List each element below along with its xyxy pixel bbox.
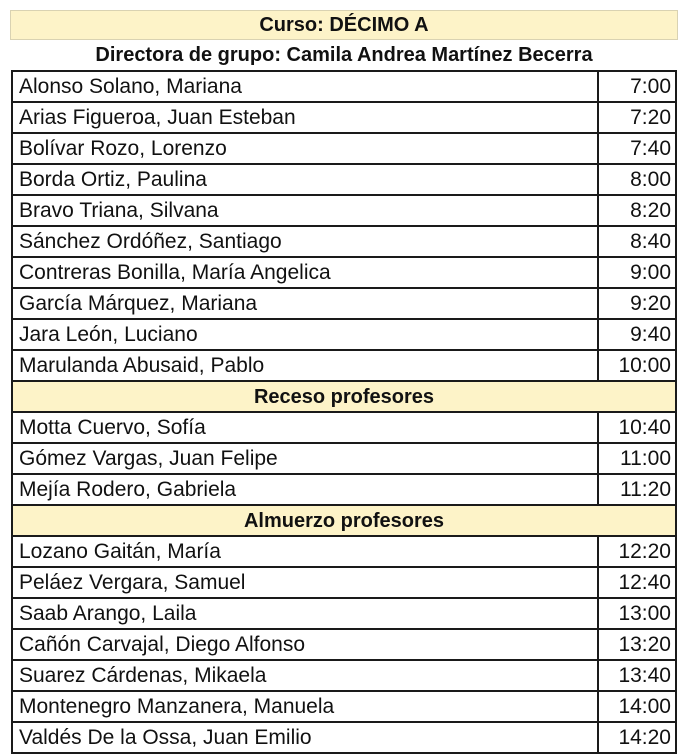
appointment-time: 13:00 bbox=[598, 598, 676, 629]
appointment-time: 7:00 bbox=[598, 71, 676, 102]
student-name: Arias Figueroa, Juan Esteban bbox=[12, 102, 598, 133]
schedule-table bbox=[11, 70, 677, 754]
student-row bbox=[12, 598, 676, 629]
appointment-time: 14:00 bbox=[598, 691, 676, 722]
teacher-recess-row-label: Receso profesores bbox=[12, 381, 676, 412]
appointment-time: 11:20 bbox=[598, 474, 676, 505]
student-row bbox=[12, 226, 676, 257]
student-row bbox=[12, 102, 676, 133]
student-name: Cañón Carvajal, Diego Alfonso bbox=[12, 629, 598, 660]
student-row bbox=[12, 567, 676, 598]
student-name: Suarez Cárdenas, Mikaela bbox=[12, 660, 598, 691]
student-name: Borda Ortiz, Paulina bbox=[12, 164, 598, 195]
student-name: García Márquez, Mariana bbox=[12, 288, 598, 319]
student-row bbox=[12, 71, 676, 102]
teacher-lunch-row-label: Almuerzo profesores bbox=[12, 505, 676, 536]
student-row bbox=[12, 350, 676, 381]
student-row bbox=[12, 536, 676, 567]
student-row bbox=[12, 474, 676, 505]
student-row bbox=[12, 443, 676, 474]
student-name: Contreras Bonilla, María Angelica bbox=[12, 257, 598, 288]
student-row bbox=[12, 319, 676, 350]
student-row bbox=[12, 257, 676, 288]
student-name: Gómez Vargas, Juan Felipe bbox=[12, 443, 598, 474]
student-name: Jara León, Luciano bbox=[12, 319, 598, 350]
student-name: Montenegro Manzanera, Manuela bbox=[12, 691, 598, 722]
appointment-time: 8:20 bbox=[598, 195, 676, 226]
student-name: Lozano Gaitán, María bbox=[12, 536, 598, 567]
appointment-time: 9:40 bbox=[598, 319, 676, 350]
appointment-time: 9:20 bbox=[598, 288, 676, 319]
schedule-sheet bbox=[10, 10, 678, 754]
student-name: Sánchez Ordóñez, Santiago bbox=[12, 226, 598, 257]
appointment-time: 13:20 bbox=[598, 629, 676, 660]
schedule-body bbox=[12, 71, 676, 753]
student-row bbox=[12, 164, 676, 195]
course-title: Curso: DÉCIMO A bbox=[10, 10, 678, 40]
student-name: Peláez Vergara, Samuel bbox=[12, 567, 598, 598]
student-row bbox=[12, 691, 676, 722]
student-row bbox=[12, 722, 676, 753]
appointment-time: 8:40 bbox=[598, 226, 676, 257]
appointment-time: 9:00 bbox=[598, 257, 676, 288]
student-row bbox=[12, 629, 676, 660]
appointment-time: 12:40 bbox=[598, 567, 676, 598]
appointment-time: 12:20 bbox=[598, 536, 676, 567]
appointment-time: 13:40 bbox=[598, 660, 676, 691]
student-name: Marulanda Abusaid, Pablo bbox=[12, 350, 598, 381]
student-row bbox=[12, 660, 676, 691]
student-name: Bolívar Rozo, Lorenzo bbox=[12, 133, 598, 164]
student-name: Valdés De la Ossa, Juan Emilio bbox=[12, 722, 598, 753]
appointment-time: 8:00 bbox=[598, 164, 676, 195]
student-name: Alonso Solano, Mariana bbox=[12, 71, 598, 102]
group-director: Directora de grupo: Camila Andrea Martínez Becerra bbox=[95, 43, 593, 66]
student-name: Bravo Triana, Silvana bbox=[12, 195, 598, 226]
appointment-time: 10:00 bbox=[598, 350, 676, 381]
appointment-time: 10:40 bbox=[598, 412, 676, 443]
student-name: Motta Cuervo, Sofía bbox=[12, 412, 598, 443]
student-row bbox=[12, 195, 676, 226]
teacher-lunch-row bbox=[12, 505, 676, 536]
student-row bbox=[12, 412, 676, 443]
appointment-time: 7:40 bbox=[598, 133, 676, 164]
appointment-time: 11:00 bbox=[598, 443, 676, 474]
teacher-recess-row bbox=[12, 381, 676, 412]
student-row bbox=[12, 288, 676, 319]
student-name: Mejía Rodero, Gabriela bbox=[12, 474, 598, 505]
student-name: Saab Arango, Laila bbox=[12, 598, 598, 629]
student-row bbox=[12, 133, 676, 164]
appointment-time: 14:20 bbox=[598, 722, 676, 753]
appointment-time: 7:20 bbox=[598, 102, 676, 133]
